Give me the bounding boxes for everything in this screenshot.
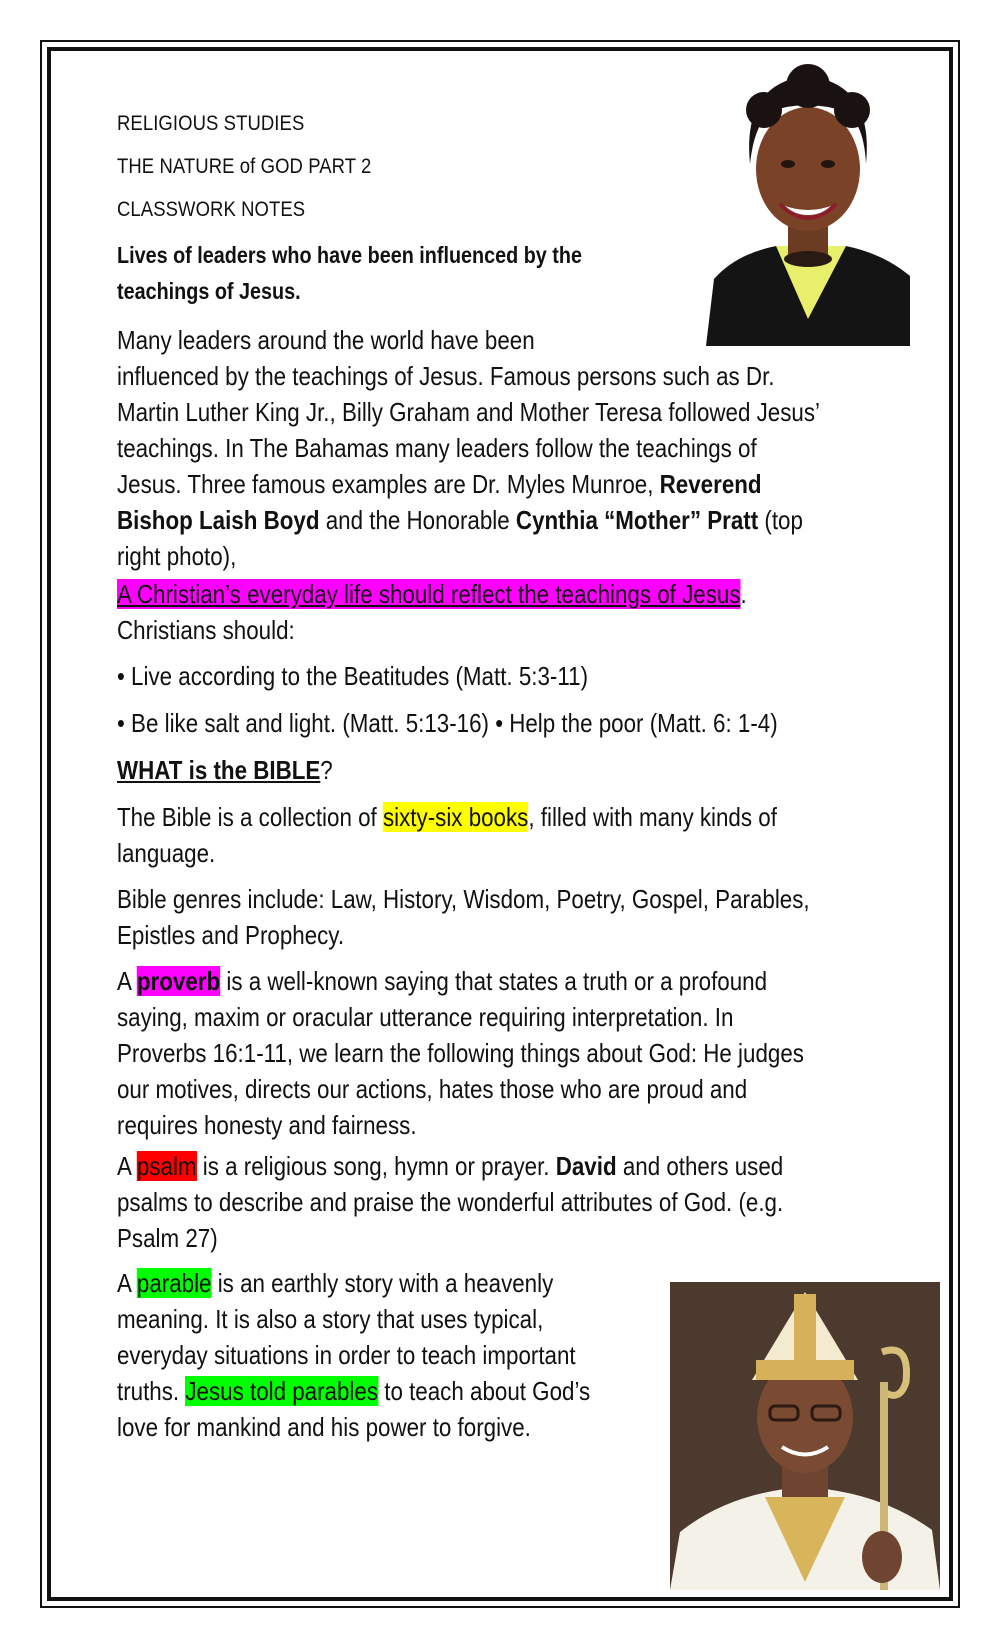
david-bold: David [555,1151,617,1181]
bible-paragraph [117,799,777,871]
bible-text: , filled with many kinds of [528,802,777,832]
genres-line: Bible genres include: Law, History, Wisdom, Poetry, Gospel, Parables, [117,884,810,914]
genres-line: Epistles and Prophecy. [117,920,345,950]
proverb-line: saying, maxim or oracular utterance requiring interpretation. In [117,1002,734,1032]
subheading-line-2: teachings of Jesus. [117,278,301,304]
highlight-psalm: psalm [136,1151,197,1181]
proverb-text: A [117,966,137,996]
bible-heading [117,752,333,788]
bible-text: The Bible is a collection of [117,802,383,832]
bible-line: language. [117,838,216,868]
bible-heading-text: WHAT is the BIBLE [117,755,321,785]
intro-text: Jesus. Three famous examples are Dr. Myles Munroe, [117,469,660,499]
christian-paragraph [117,576,747,648]
christian-line [117,576,747,612]
psalm-line [117,1148,783,1184]
intro-line: influenced by the teachings of Jesus. Famous persons such as Dr. [117,361,775,391]
psalm-paragraph [117,1148,783,1256]
intro-text: and the Honorable [319,505,516,535]
parable-text: is an earthly story with a heavenly [211,1268,554,1298]
proverb-line [117,963,804,999]
period: . [740,579,747,609]
psalm-line: psalms to describe and praise the wonderful attributes of God. (e.g. [117,1187,784,1217]
psalm-text: and others used [616,1151,784,1181]
woman-portrait-image [706,64,910,346]
leader-name-bold: Reverend [659,469,762,499]
course-title: RELIGIOUS STUDIES [117,112,305,135]
bullet-2: • Be like salt and light. (Matt. 5:13-16) • Help the poor (Matt. 6: 1-4) [117,708,778,738]
parable-paragraph [117,1265,590,1445]
leader-name-bold: Cynthia “Mother” Pratt [515,505,759,535]
proverb-line: our motives, directs our actions, hates those who are proud and [117,1074,748,1104]
question-mark: ? [320,755,333,785]
highlight-proverb: proverb [136,966,221,996]
psalm-line: Psalm 27) [117,1223,218,1253]
portrait-photo-top [706,64,910,346]
proverb-line: requires honesty and fairness. [117,1110,417,1140]
intro-text: (top [758,505,803,535]
parable-line: everyday situations in order to teach important [117,1340,576,1370]
highlighted-statement: A Christian’s everyday life should reflect the teachings of Jesus [117,579,741,609]
lesson-title: THE NATURE of GOD PART 2 [117,155,372,178]
parable-text: truths. [117,1376,186,1406]
parable-line [117,1265,590,1301]
highlight-sixty-six-books: sixty-six books [382,802,529,832]
genres-paragraph [117,881,810,953]
subheading-line-1: Lives of leaders who have been influenced by the [117,242,582,268]
leader-name-bold: Bishop Laish Boyd [117,505,320,535]
intro-line [117,502,820,538]
notes-label: CLASSWORK NOTES [117,198,306,221]
highlight-parable: parable [136,1268,212,1298]
parable-text: A [117,1268,137,1298]
intro-line: Martin Luther King Jr., Billy Graham and Mother Teresa followed Jesus’ [117,397,821,427]
parable-text: to teach about God’s [378,1376,591,1406]
parable-line [117,1373,590,1409]
proverb-paragraph [117,963,804,1143]
intro-line: teachings. In The Bahamas many leaders follow the teachings of [117,433,757,463]
parable-line: meaning. It is also a story that uses typical, [117,1304,544,1334]
psalm-text: is a religious song, hymn or prayer. [196,1151,556,1181]
intro-line: right photo), [117,541,237,571]
proverb-line: Proverbs 16:1-11, we learn the following things about God: He judges [117,1038,804,1068]
bishop-portrait-image [670,1282,940,1590]
portrait-photo-bottom [670,1282,940,1590]
bullet-1: • Live according to the Beatitudes (Matt. 5:3-11) [117,661,589,691]
highlight-jesus-told-parables: Jesus told parables [185,1376,379,1406]
intro-line: Many leaders around the world have been [117,325,535,355]
proverb-text: is a well-known saying that states a truth or a profound [220,966,768,996]
intro-paragraph [117,322,820,574]
psalm-text: A [117,1151,137,1181]
intro-line [117,466,820,502]
bible-line [117,799,777,835]
section-subheading [117,237,667,309]
parable-line: love for mankind and his power to forgive. [117,1412,531,1442]
christian-line: Christians should: [117,615,295,645]
